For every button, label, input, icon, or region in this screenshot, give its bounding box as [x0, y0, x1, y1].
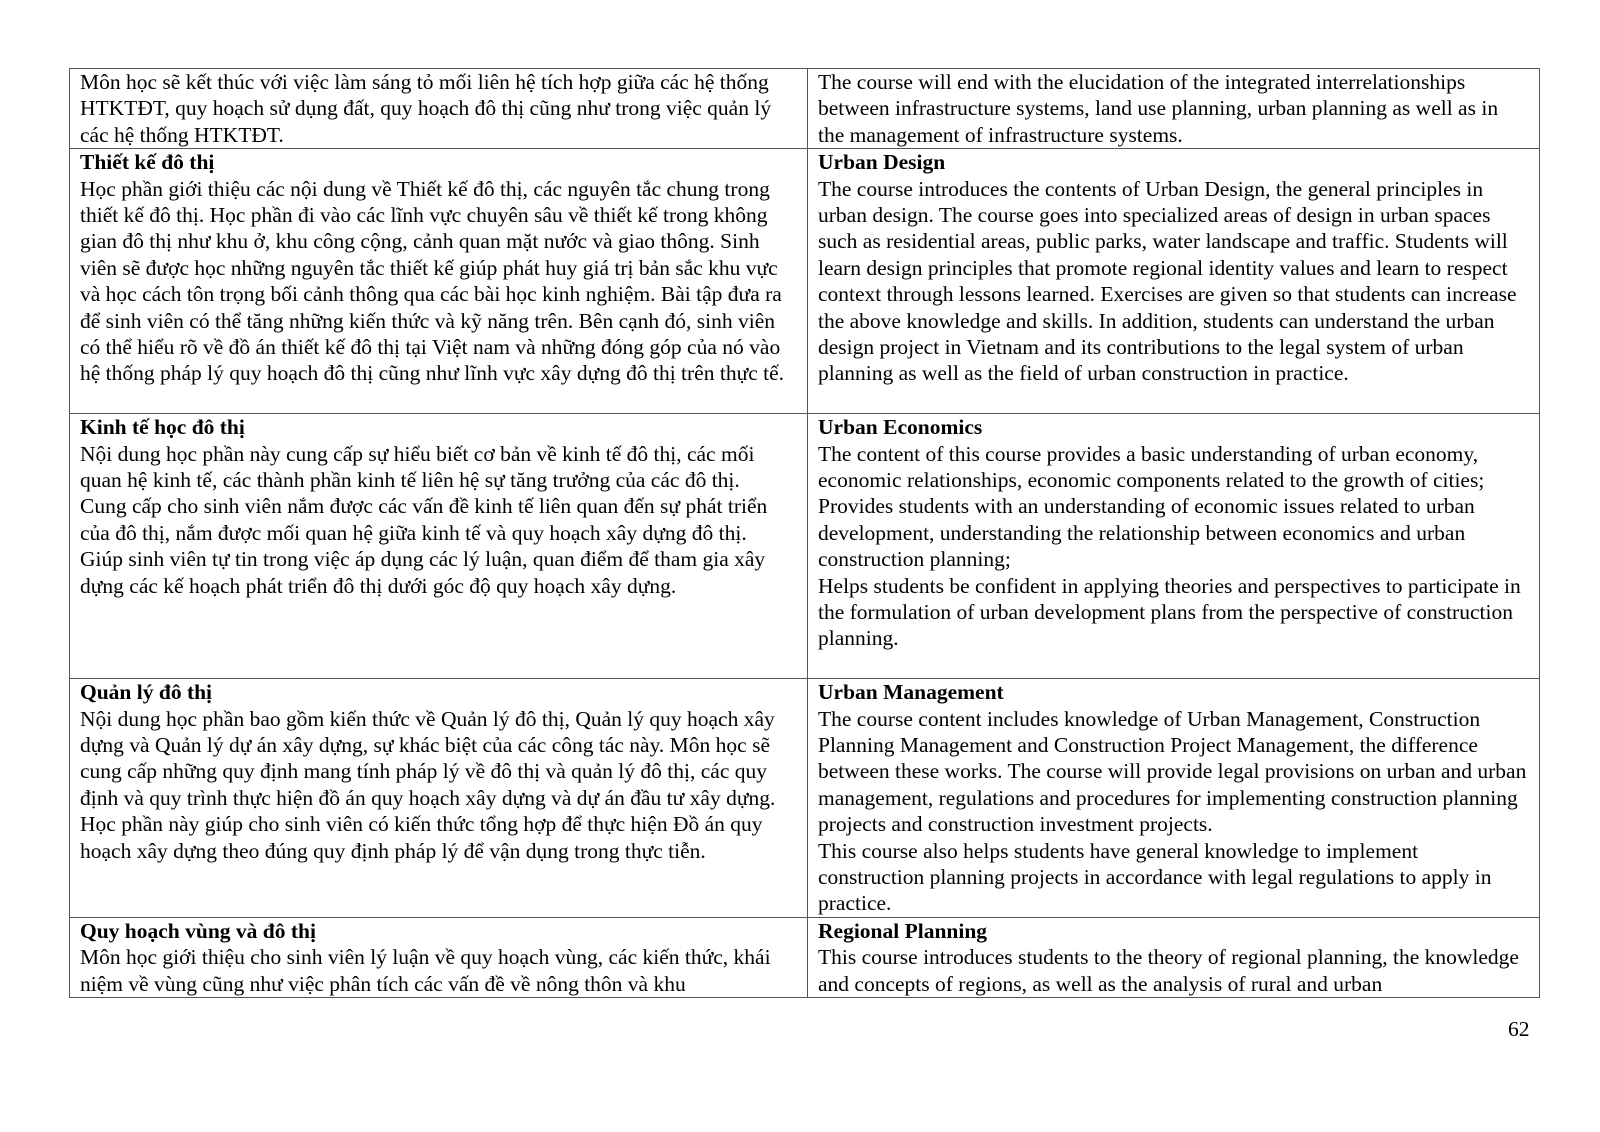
english-cell [808, 149, 1540, 414]
vi-course-title: Kinh tế học đô thị [80, 415, 245, 440]
vi-paragraph: Giúp sinh viên tự tin trong việc áp dụng các lý luận, quan điểm để tham gia xây dựng các kế hoạch phát triển đô thị dưới góc độ quy hoạch xây dựng. [80, 547, 766, 598]
vietnamese-cell [70, 679, 808, 918]
en-paragraph: The course introduces the contents of Urban Design, the general principles in urban design. The course goes into specialized areas of design in urban spaces such as residential areas, public parks, water landscape and traffic. Students will learn design principles that promote regional identity values and learn to respect context through lessons learned. Exercises are given so that students can increase the above knowledge and skills. In addition, students can understand the urban design project in Vietnam and its contributions to the legal system of urban planning as well as the field of urban construction in practice. [818, 176, 1517, 386]
page-number: 62 [1508, 1017, 1530, 1041]
english-cell [808, 69, 1540, 149]
vi-paragraph: Môn học giới thiệu cho sinh viên lý luận về quy hoạch vùng, các kiến thức, khái niệm về vùng cũng như việc phân tích các vấn đề về nông thôn và khu [80, 945, 771, 996]
vietnamese-cell [70, 149, 808, 414]
en-course-title: Urban Economics [818, 415, 983, 440]
english-cell [808, 679, 1540, 918]
english-cell [808, 414, 1540, 679]
table-row [70, 917, 1540, 997]
table-row [70, 679, 1540, 918]
table-row [70, 69, 1540, 149]
vi-paragraph: Môn học sẽ kết thúc với việc làm sáng tỏ mối liên hệ tích hợp giữa các hệ thống HTKTĐT, quy hoạch sử dụng đất, quy hoạch đô thị cũng như trong việc quản lý các hệ thống HTKTĐT. [80, 70, 772, 147]
en-course-title: Urban Management [818, 680, 1004, 705]
vi-course-title: Quy hoạch vùng và đô thị [80, 918, 316, 943]
en-paragraph: This course also helps students have general knowledge to implement construction planning projects in accordance with legal regulations to apply in practice. [818, 838, 1492, 916]
en-paragraph: This course introduces students to the theory of regional planning, the knowledge and concepts of regions, as well as the analysis of rural and urban [818, 945, 1519, 996]
vietnamese-cell [70, 917, 808, 997]
vi-paragraph: Cung cấp cho sinh viên nắm được các vấn đề kinh tế liên quan đến sự phát triển của đô thị, nắm được mối quan hệ giữa kinh tế và quy hoạch xây dựng đô thị. [80, 494, 768, 545]
english-cell [808, 917, 1540, 997]
vi-course-title: Thiết kế đô thị [80, 150, 215, 175]
en-course-title: Urban Design [818, 150, 946, 175]
en-paragraph: Provides students with an understanding of economic issues related to urban development, understanding the relationship between economics and urban construction planning; [818, 494, 1475, 572]
en-paragraph: The course will end with the elucidation of the integrated interrelationships between infrastructure systems, land use planning, urban planning as well as in the management of infrastructure systems. [818, 70, 1499, 147]
en-paragraph: The content of this course provides a basic understanding of urban economy, economic relationships, economic components related to the growth of cities; [818, 441, 1485, 493]
vietnamese-cell [70, 69, 808, 149]
vi-paragraph: Nội dung học phần này cung cấp sự hiểu biết cơ bản về kinh tế đô thị, các mối quan hệ kinh tế, các thành phần kinh tế liên hệ sự tăng trưởng của các đô thị. [80, 441, 755, 493]
vi-paragraph: Học phần giới thiệu các nội dung về Thiết kế đô thị, các nguyên tắc chung trong thiết kế đô thị. Học phần đi vào các lĩnh vực chuyên sâu về thiết kế trong không gian đô thị như khu ở, khu công cộng, cảnh quan mặt nước và giao thông. Sinh viên sẽ được học những nguyên tắc thiết kế giúp phát huy giá trị bản sắc khu vực và học cách tôn trọng bối cảnh thông qua các bài học kinh nghiệm. Bài tập đưa ra để sinh viên có thể tăng những kiến thức và kỹ năng trên. Bên cạnh đó, sinh viên có thể hiểu rõ về đồ án thiết kế đô thị tại Việt nam và những đóng góp của nó vào hệ thống pháp lý quy hoạch đô thị cũng như lĩnh vực xây dựng đô thị trên thực tế. [80, 176, 785, 386]
en-paragraph: The course content includes knowledge of Urban Management, Construction Planning Management and Construction Project Management, the difference between these works. The course will provide legal provisions on urban and urban management, regulations and procedures for implementing construction planning projects and construction investment projects. [818, 706, 1527, 837]
vi-paragraph: Nội dung học phần bao gồm kiến thức về Quản lý đô thị, Quản lý quy hoạch xây dựng và Quản lý dự án xây dựng, sự khác biệt của các công tác này. Môn học sẽ cung cấp những quy định mang tính pháp lý về đô thị và quản lý đô thị, các quy định và quy trình thực hiện đồ án quy hoạch xây dựng và dự án đầu tư xây dựng. [80, 706, 776, 810]
vi-course-title: Quản lý đô thị [80, 680, 213, 705]
table-row [70, 414, 1540, 679]
vietnamese-cell [70, 414, 808, 679]
en-course-title: Regional Planning [818, 918, 988, 943]
table-row [70, 149, 1540, 414]
vi-paragraph: Học phần này giúp cho sinh viên có kiến thức tổng hợp để thực hiện Đồ án quy hoạch xây dựng theo đúng quy định pháp lý để vận dụng trong thực tiễn. [80, 812, 763, 863]
en-paragraph: Helps students be confident in applying theories and perspectives to participate in the formulation of urban development plans from the perspective of construction planning. [818, 573, 1521, 651]
course-description-table [69, 68, 1540, 998]
